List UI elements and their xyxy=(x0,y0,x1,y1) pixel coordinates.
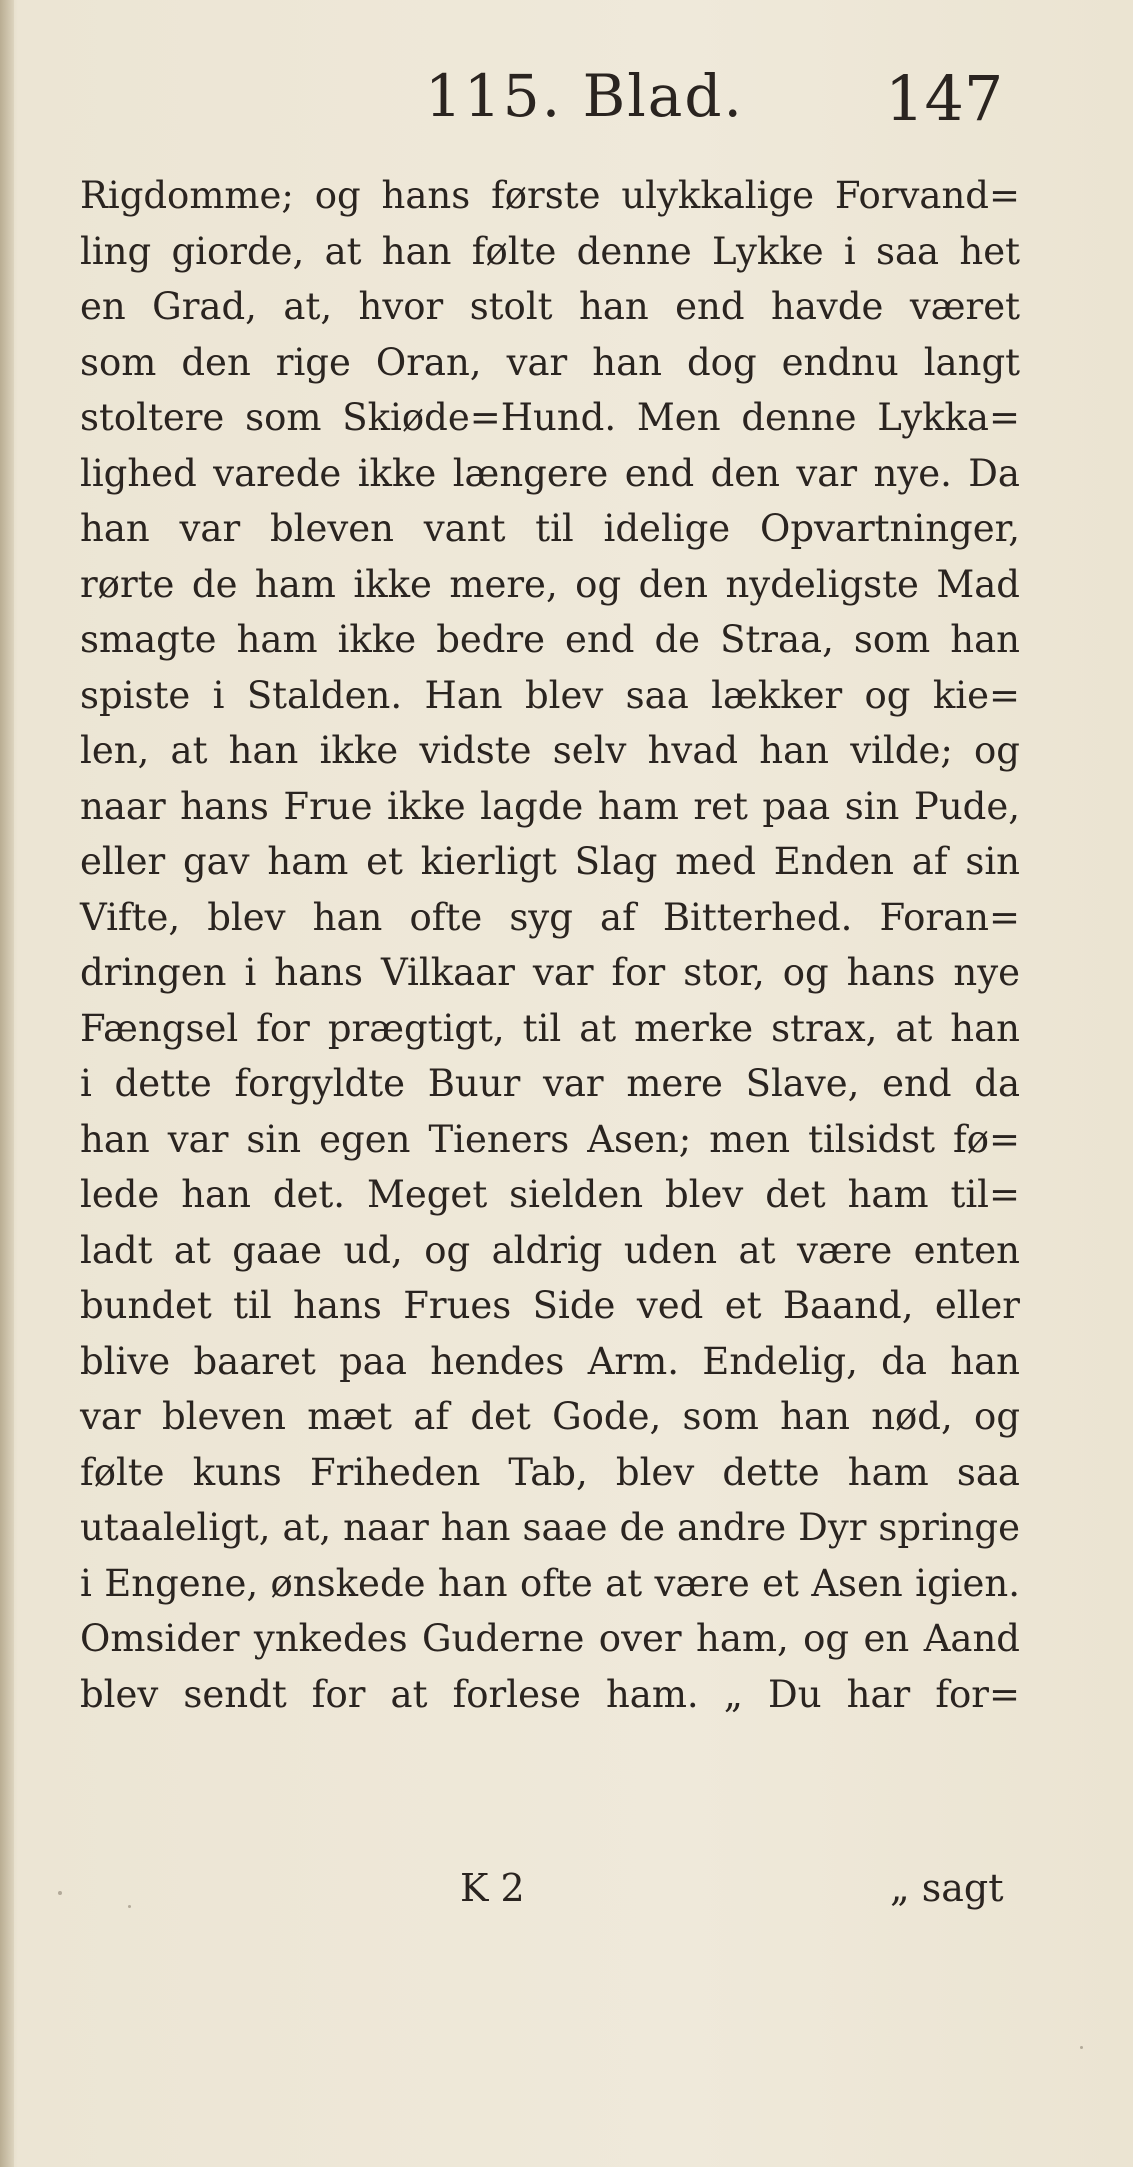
text-line: Vifte, blev han ofte syg af Bitterhed. Foran= xyxy=(80,895,1020,939)
text-line: stoltere som Skiøde=Hund. Men denne Lykka= xyxy=(80,396,1020,439)
body-text xyxy=(80,168,1020,1722)
text-line: følte kuns Friheden Tab, blev dette ham saa xyxy=(80,1450,1020,1494)
text-line: utaaleligt, at, naar han saae de andre Dyr springe xyxy=(80,1506,1020,1549)
text-line: lighed varede ikke længere end den var nye. Da xyxy=(80,451,1020,495)
text-line: i dette forgyldte Buur var mere Slave, end da xyxy=(80,1062,1020,1105)
text-line: spiste i Stalden. Han blev saa lækker og kie= xyxy=(80,673,1020,717)
text-line: eller gav ham et kierligt Slag med Enden af sin xyxy=(80,840,1020,883)
page-footer xyxy=(0,1866,1133,1926)
signature-mark: K 2 xyxy=(460,1866,525,1910)
page-number: 147 xyxy=(885,62,1004,135)
paper-speck xyxy=(1080,2046,1083,2049)
text-line: rørte de ham ikke mere, og den nydeligste Mad xyxy=(80,562,1020,606)
text-line: var bleven mæt af det Gode, som han nød, og xyxy=(80,1395,1020,1438)
text-line: ladt at gaae ud, og aldrig uden at være enten xyxy=(80,1228,1020,1272)
text-line: len, at han ikke vidste selv hvad han vilde; og xyxy=(80,729,1020,772)
catchword: „ sagt xyxy=(890,1866,1004,1910)
text-line: dringen i hans Vilkaar var for stor, og hans nye xyxy=(80,951,1020,994)
text-line: naar hans Frue ikke lagde ham ret paa sin Pude, xyxy=(80,784,1020,828)
text-line: han var bleven vant til idelige Opvartninger, xyxy=(80,507,1020,550)
text-line: Rigdomme; og hans første ulykkalige Forvand= xyxy=(80,174,1020,217)
paper-speck xyxy=(128,1905,131,1908)
page-edge xyxy=(0,0,14,2167)
paper-speck xyxy=(58,1891,62,1895)
text-line: en Grad, at, hvor stolt han end havde været xyxy=(80,285,1020,328)
text-line: smagte ham ikke bedre end de Straa, som han xyxy=(80,618,1020,661)
text-line: Omsider ynkedes Guderne over ham, og en Aand xyxy=(80,1617,1020,1660)
text-line: lede han det. Meget sielden blev det ham til= xyxy=(80,1173,1020,1216)
text-line: blive baaret paa hendes Arm. Endelig, da han xyxy=(80,1339,1020,1383)
page-header xyxy=(0,62,1133,142)
text-line: som den rige Oran, var han dog endnu langt xyxy=(80,340,1020,384)
text-line: blev sendt for at forlese ham. „ Du har for= xyxy=(80,1672,1020,1716)
text-line: han var sin egen Tieners Asen; men tilsidst fø= xyxy=(80,1117,1020,1161)
text-line: Fængsel for prægtigt, til at merke strax, at han xyxy=(80,1006,1020,1050)
text-line: i Engene, ønskede han ofte at være et Asen igien. xyxy=(80,1561,1020,1605)
text-line: ling giorde, at han følte denne Lykke i saa het xyxy=(80,229,1020,273)
running-head: 115. Blad. xyxy=(425,62,744,130)
text-line: bundet til hans Frues Side ved et Baand, eller xyxy=(80,1284,1020,1327)
